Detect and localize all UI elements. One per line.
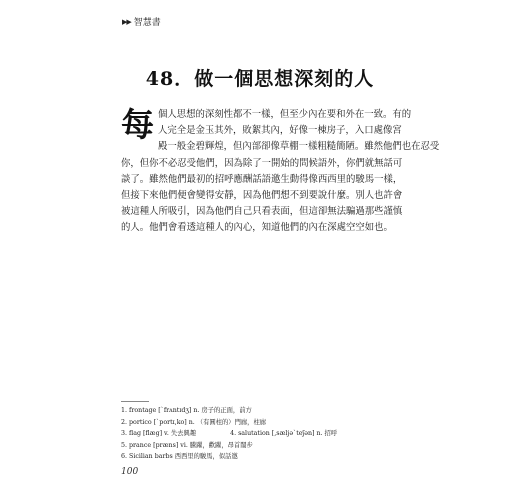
double-arrow-icon: ▶▶ (122, 17, 131, 26)
text-line: 談了。雖然他們最初的招呼應酬話語邀生動得像西西里的駿馬一樣， (121, 173, 403, 185)
text-line: 人完全是金玉其外，敗絮其內，好像一棟房子，入口處像宮 (158, 125, 402, 137)
text-line: 但接下來他們便會變得安靜，因為他們想不到要說什麼。別人也許會 (121, 190, 403, 202)
text-line: 殿一般金碧輝煌，但內部卻像草棚一樣粗糙簡陋。雖然他們也在忍受 (158, 141, 440, 153)
text-line: 個人思想的深刻性都不一樣，但至少內在要和外在一致。有的 (158, 109, 412, 120)
footnote-divider (121, 401, 149, 402)
footnote: 2. portico [ˋportɪ,ko] n. （有圓柱的）門廊，柱廊 (121, 418, 267, 426)
text-line: 被這種人所吸引，因為他們自己只看表面，但這卻無法騙過那些謹慎 (121, 206, 403, 218)
section-title: 智慧書 (133, 18, 161, 28)
footnotes (121, 405, 337, 463)
footnote-row (121, 428, 337, 440)
footnote: 6. Sicilian barbs 西西里的駿馬，似話邀 (121, 453, 238, 461)
page-number: 100 (121, 467, 139, 477)
chapter-title: 48．做一個思想深刻的人 (145, 68, 375, 90)
drop-cap: 每 (121, 105, 154, 144)
footnote: 5. prance [præns] vi. 騰躍，歡躍，昂首闊步 (121, 441, 253, 449)
body-text (121, 105, 440, 237)
text-line: 的人。他們會看透這種人的內心，知道他們的內在深處空空如也。 (121, 222, 393, 234)
footnote: 1. frontage [ˋfrʌntɪdʒ] n. 房子的正面，前方 (121, 407, 252, 414)
running-header (122, 15, 161, 28)
paragraph (121, 107, 440, 237)
footnote: 4. salutation [,sæljəˋteʃən] n. 招呼 (230, 430, 338, 438)
text-line: 你，但你不必忍受他們，因為除了一開始的問候語外，你們就無話可 (121, 157, 403, 169)
footnote: 3. flag [flæg] v. 失去興趣 (121, 430, 197, 438)
